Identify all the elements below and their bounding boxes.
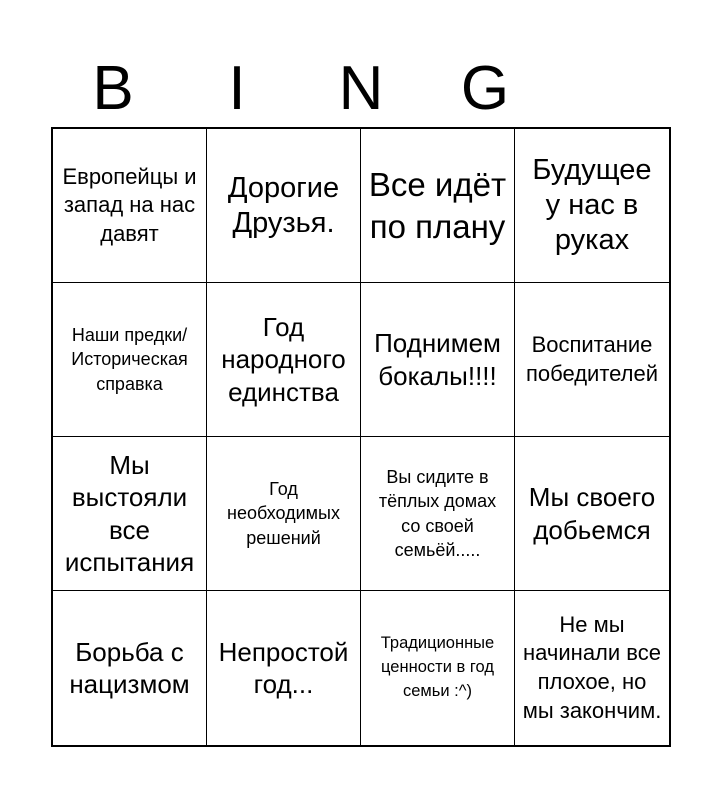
bingo-cell[interactable]: Наши предки/ Историческая справка xyxy=(53,283,207,437)
bingo-board xyxy=(51,127,671,747)
bingo-cell[interactable]: Непростой год... xyxy=(207,591,361,745)
bingo-cell[interactable]: Поднимем бокалы!!!! xyxy=(361,283,515,437)
bingo-cell[interactable]: Все идёт по плану xyxy=(361,129,515,283)
header-letter-n: N xyxy=(338,54,384,123)
header-letter-g: G xyxy=(460,54,510,123)
bingo-cell[interactable]: Вы сидите в тёплых домах со своей семьёй..... xyxy=(361,437,515,591)
header-letter-i: I xyxy=(228,54,246,123)
bingo-cell[interactable]: Год необходимых решений xyxy=(207,437,361,591)
bingo-cell[interactable]: Год народного единства xyxy=(207,283,361,437)
bingo-cell[interactable]: Мы выстояли все испытания xyxy=(53,437,207,591)
bingo-header xyxy=(51,50,671,128)
bingo-cell[interactable]: Дорогие Друзья. xyxy=(207,129,361,283)
bingo-cell[interactable]: Не мы начинали все плохое, но мы закончим. xyxy=(522,611,662,723)
bingo-cell[interactable]: Европейцы и запад на нас давят xyxy=(53,129,207,283)
bingo-cell[interactable]: Мы своего добьемся xyxy=(515,437,669,591)
header-letter-b: B xyxy=(92,54,134,123)
bingo-cell[interactable]: Борьба с нацизмом xyxy=(53,591,207,745)
bingo-cell[interactable]: Традиционные ценности в год семьи :^) xyxy=(361,591,515,745)
bingo-cell[interactable]: Воспитание победителей xyxy=(515,283,669,437)
bingo-cell[interactable]: Будущее у нас в руках xyxy=(515,129,669,283)
